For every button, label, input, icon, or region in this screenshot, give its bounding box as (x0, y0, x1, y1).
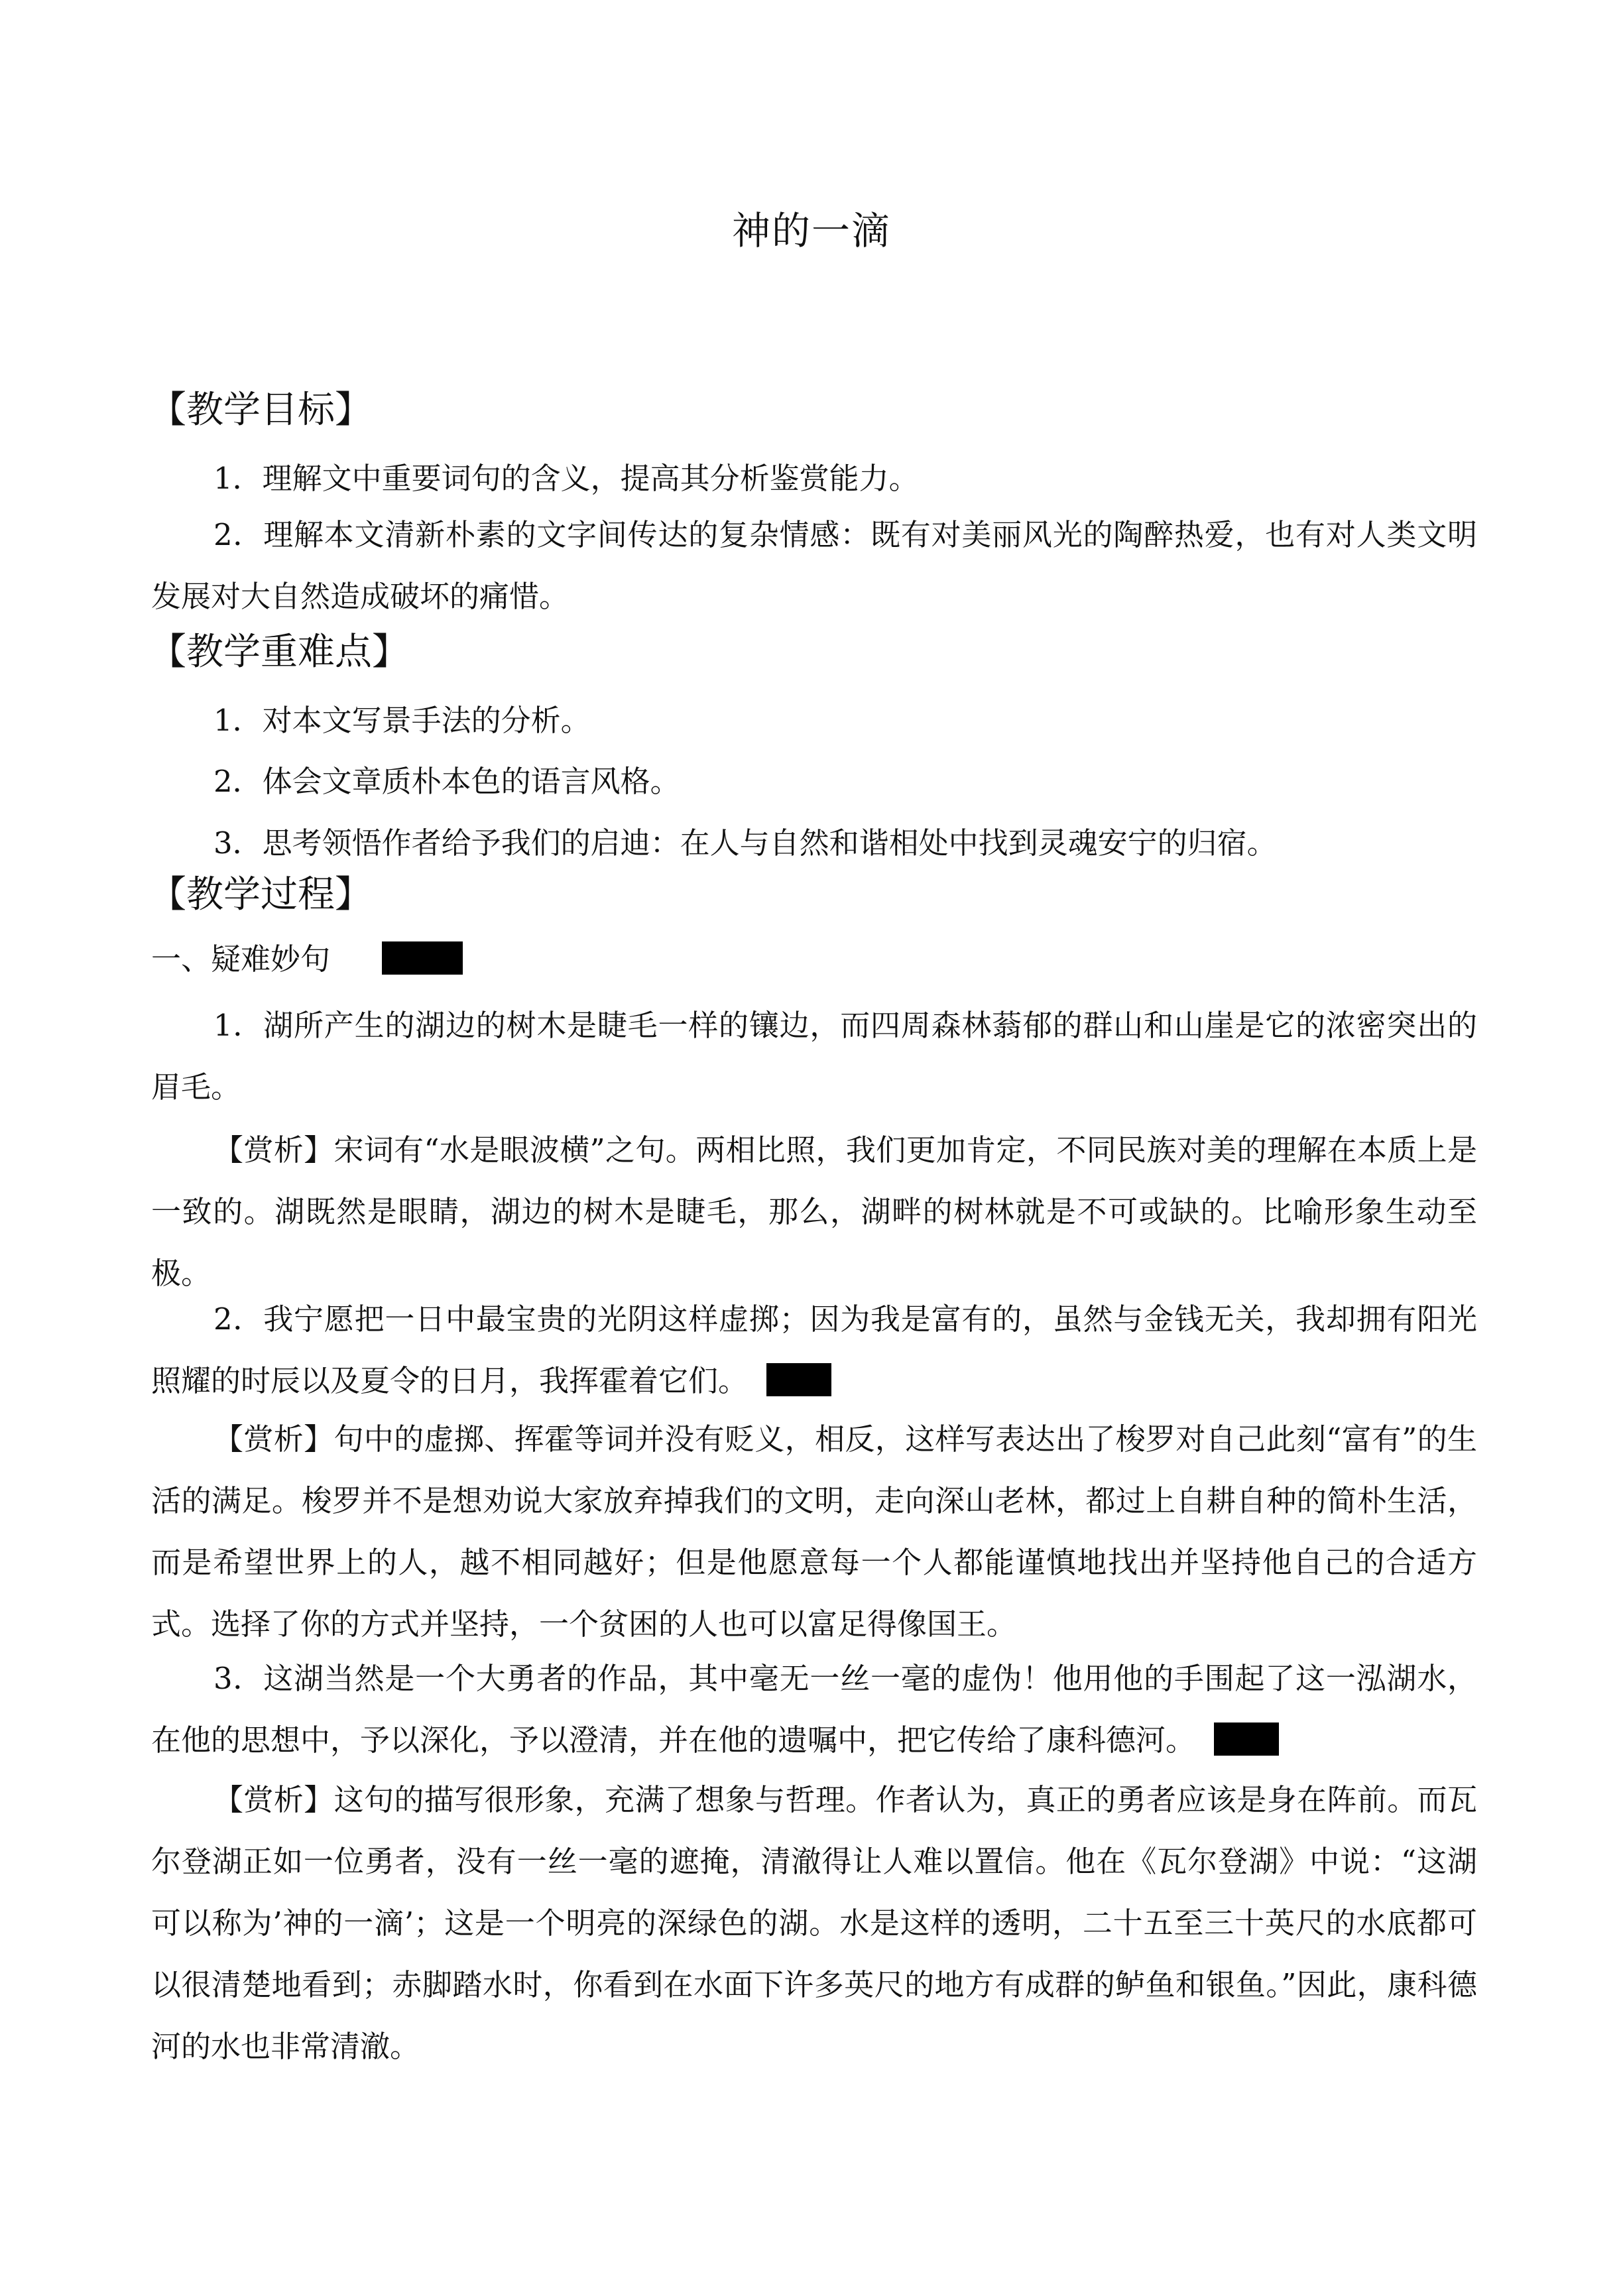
quoted-sentence-text: 2．我宁愿把一日中最宝贵的光阴这样虚掷；因为我是富有的，虽然与金钱无关，我却拥有阳光照耀的时辰以及夏令的日月，我挥霍着它们。 (151, 1301, 1477, 1398)
section-heading-goals: 【教学目标】 (149, 389, 372, 432)
redaction-block (1214, 1722, 1279, 1756)
redaction-block (382, 941, 463, 975)
goal-item: 2．理解本文清新朴素的文字间传达的复杂情感：既有对美丽风光的陶醉热爱，也有对人类文明发展对大自然造成破坏的痛惜。 (151, 517, 1477, 614)
section-heading-key-points: 【教学重难点】 (149, 631, 409, 674)
quoted-sentence-2 (151, 1288, 1477, 1412)
quoted-sentence-1: 1．湖所产生的湖边的树木是睫毛一样的镶边，而四周森林蓊郁的群山和山崖是它的浓密突出的眉毛。 (151, 1008, 1477, 1105)
analysis-label: 【赏析】 (213, 1132, 334, 1168)
section-heading-process: 【教学过程】 (149, 873, 372, 916)
document-title: 神的一滴 (731, 208, 891, 253)
redaction-block (766, 1363, 831, 1396)
analysis-paragraph-1 (151, 1119, 1477, 1304)
subheading-difficult-sentences (151, 928, 463, 990)
key-point-item: 1．对本文写景手法的分析。 (213, 703, 591, 738)
quoted-sentence-3 (151, 1648, 1477, 1771)
analysis-text: 句中的虚掷、挥霍等词并没有贬义，相反，这样写表达出了梭罗对自己此刻“富有”的生活的满足。梭罗并不是想劝说大家放弃掉我们的文明，走向深山老林，都过上自耕自种的简朴生活，而是希望世界上的人，越不相同越好；但是他愿意每一个人都能谨慎地找出并坚持他自己的合适方式。选择了你的方式并坚持，一个贫困的人也可以富足得像国王。 (151, 1421, 1477, 1642)
goal-item: 1．理解文中重要词句的含义，提高其分析鉴赏能力。 (213, 461, 919, 496)
analysis-paragraph-3 (151, 1769, 1477, 2077)
analysis-text: 这句的描写很形象，充满了想象与哲理。作者认为，真正的勇者应该是身在阵前。而瓦尔登湖正如一位勇者，没有一丝一毫的遮掩，清澈得让人难以置信。他在《瓦尔登湖》中说：“这湖可以称为’神的一滴’；这是一个明亮的深绿色的湖。水是这样的透明，二十五至三十英尺的水底都可以很清楚地看到；赤脚踏水时，你看到在水面下许多英尺的地方有成群的鲈鱼和银鱼。”因此，康科德河的水也非常清澈。 (151, 1782, 1477, 2064)
quoted-sentence-text: 3．这湖当然是一个大勇者的作品，其中毫无一丝一毫的虚伪！他用他的手围起了这一泓湖水，在他的思想中，予以深化，予以澄清，并在他的遗嘱中，把它传给了康科德河。 (151, 1661, 1477, 1758)
analysis-label: 【赏析】 (213, 1782, 334, 1817)
subheading-text: 一、疑难妙句 (151, 941, 331, 977)
analysis-paragraph-2 (151, 1408, 1477, 1655)
analysis-text: 宋词有“水是眼波横”之句。两相比照，我们更加肯定，不同民族对美的理解在本质上是一致的。湖既然是眼睛，湖边的树木是睫毛，那么，湖畔的树林就是不可或缺的。比喻形象生动至极。 (151, 1132, 1477, 1291)
analysis-label: 【赏析】 (213, 1421, 334, 1457)
key-point-item: 2．体会文章质朴本色的语言风格。 (213, 764, 680, 799)
key-point-item: 3．思考领悟作者给予我们的启迪：在人与自然和谐相处中找到灵魂安宁的归宿。 (213, 825, 1277, 861)
